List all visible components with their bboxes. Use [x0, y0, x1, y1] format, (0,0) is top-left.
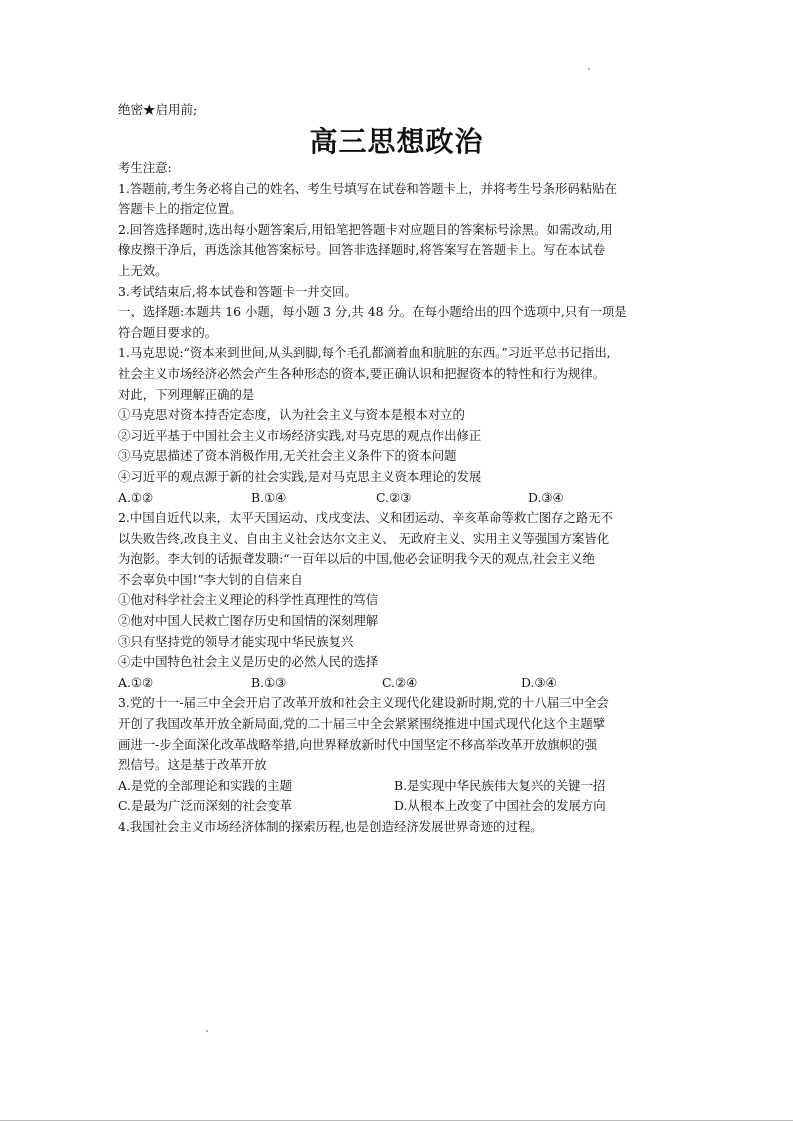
question-stem: 开创了我国改革开放全新局面,党的二十届三中全会紧紧围绕推进中国式现代化这个主题擘 — [118, 716, 606, 732]
question-statement: ④习近平的观点源于新的社会实践,是对马克思主义资本理论的发展 — [118, 468, 482, 484]
answer-options — [118, 488, 678, 509]
section-heading: 一、选择题:本题共 16 小题，每小题 3 分,共 48 分。在每小题给出的四个选项中,只有一项是 — [118, 304, 627, 320]
option-d: D.③④ — [528, 489, 564, 505]
scan-speck — [588, 68, 590, 70]
question-statement: ②他对中国人民救亡图存历史和国情的深刻理解 — [118, 613, 379, 629]
notice-line: 橡皮擦干净后，再选涂其他答案标号。回答非选择题时,将答案写在答题卡上。写在本试卷 — [118, 242, 606, 258]
question-stem: 1.马克思说:“资本来到世间,从头到脚,每个毛孔都滴着血和肮脏的东西。”习近平总书记指出, — [118, 345, 611, 361]
exam-body — [118, 158, 678, 838]
secret-mark: 绝密★启用前; — [118, 102, 198, 117]
question-statement: ①他对科学社会主义理论的科学性真理性的笃信 — [118, 592, 379, 608]
notice-line: 2.回答选择题时,选出每小题答案后,用铅笔把答题卡对应题目的答案标号涂黑。如需改动,用 — [118, 221, 613, 237]
answer-options — [118, 776, 678, 797]
question-stem: 画进一-步全面深化改革战略举措,向世界释放新时代中国坚定不移高举改革开放旗帜的强 — [118, 736, 597, 752]
question-stem: 对此，下列理解正确的是 — [118, 386, 255, 402]
option-d: D.③④ — [521, 674, 557, 690]
option-b: B.①④ — [251, 489, 287, 505]
option-a: A.①② — [118, 674, 154, 690]
notice-line: 答题卡上的指定位置。 — [118, 201, 242, 217]
question-stem: 不会辜负中国!”李大钊的自信来自 — [118, 571, 303, 587]
option-b: B.①③ — [251, 674, 287, 690]
question-stem: 烈信号。这是基于改革开放 — [118, 757, 267, 773]
option-d: D.从根本上改变了中国社会的发展方向 — [394, 798, 606, 814]
answer-options — [118, 796, 678, 817]
page-title: 高三思想政治 — [309, 125, 484, 158]
question-statement: ③只有坚持党的领导才能实现中华民族复兴 — [118, 633, 354, 649]
section-heading: 符合题目要求的。 — [118, 324, 218, 340]
scan-speck — [206, 1030, 208, 1032]
question-stem: 社会主义市场经济必然会产生各种形态的资本,要正确认识和把握资本的特性和行为规律。 — [118, 365, 606, 381]
option-a: A.①② — [118, 489, 154, 505]
option-c: C.②④ — [382, 674, 418, 690]
question-stem: 4.我国社会主义市场经济体制的探索历程,也是创造经济发展世界奇迹的过程。 — [118, 819, 543, 834]
option-c: C.②③ — [376, 489, 412, 505]
question-stem: 3.党的十一-届三中全会开启了改革开放和社会主义现代化建设新时期,党的十八届三中全会 — [118, 695, 609, 711]
notice-line: 1.答题前,考生务必将自己的姓名、考生号填写在试卷和答题卡上，并将考生号条形码粘贴在 — [118, 180, 617, 196]
question-stem: 以失败告终,改良主义、自由主义社会达尔文主义、 无政府主义、实用主义等强国方案皆化 — [118, 530, 610, 546]
notice-line: 上无效。 — [118, 262, 168, 278]
notice-line: 3.考试结束后,将本试卷和答题卡一并交回。 — [118, 283, 357, 299]
question-statement: ③马克思描述了资本消极作用,无关社会主义条件下的资本问题 — [118, 448, 457, 464]
question-stem: 为泡影。李大钊的话振聋发聩:“一百年以后的中国,他必会证明我今天的观点,社会主义绝 — [118, 551, 595, 567]
question-statement: ④走中国特色社会主义是历史的必然人民的选择 — [118, 654, 379, 670]
option-c: C.是最为广泛而深刻的社会变革 — [118, 798, 293, 814]
question-stem: 2.中国自近代以来，太平天国运动、戊戌变法、义和团运动、辛亥革命等救亡图存之路无不 — [118, 510, 614, 526]
question-statement: ①马克思对资本持否定态度，认为社会主义与资本是根本对立的 — [118, 407, 465, 423]
notice-heading: 考生注意: — [118, 160, 172, 175]
question-statement: ②习近平基于中国社会主义市场经济实践,对马克思的观点作出修正 — [118, 427, 482, 443]
option-a: A.是党的全部理论和实践的主题 — [118, 777, 292, 793]
answer-options — [118, 673, 678, 694]
page-bottom-edge — [0, 1120, 793, 1121]
option-b: B.是实现中华民族伟大复兴的关键一招 — [394, 777, 606, 793]
